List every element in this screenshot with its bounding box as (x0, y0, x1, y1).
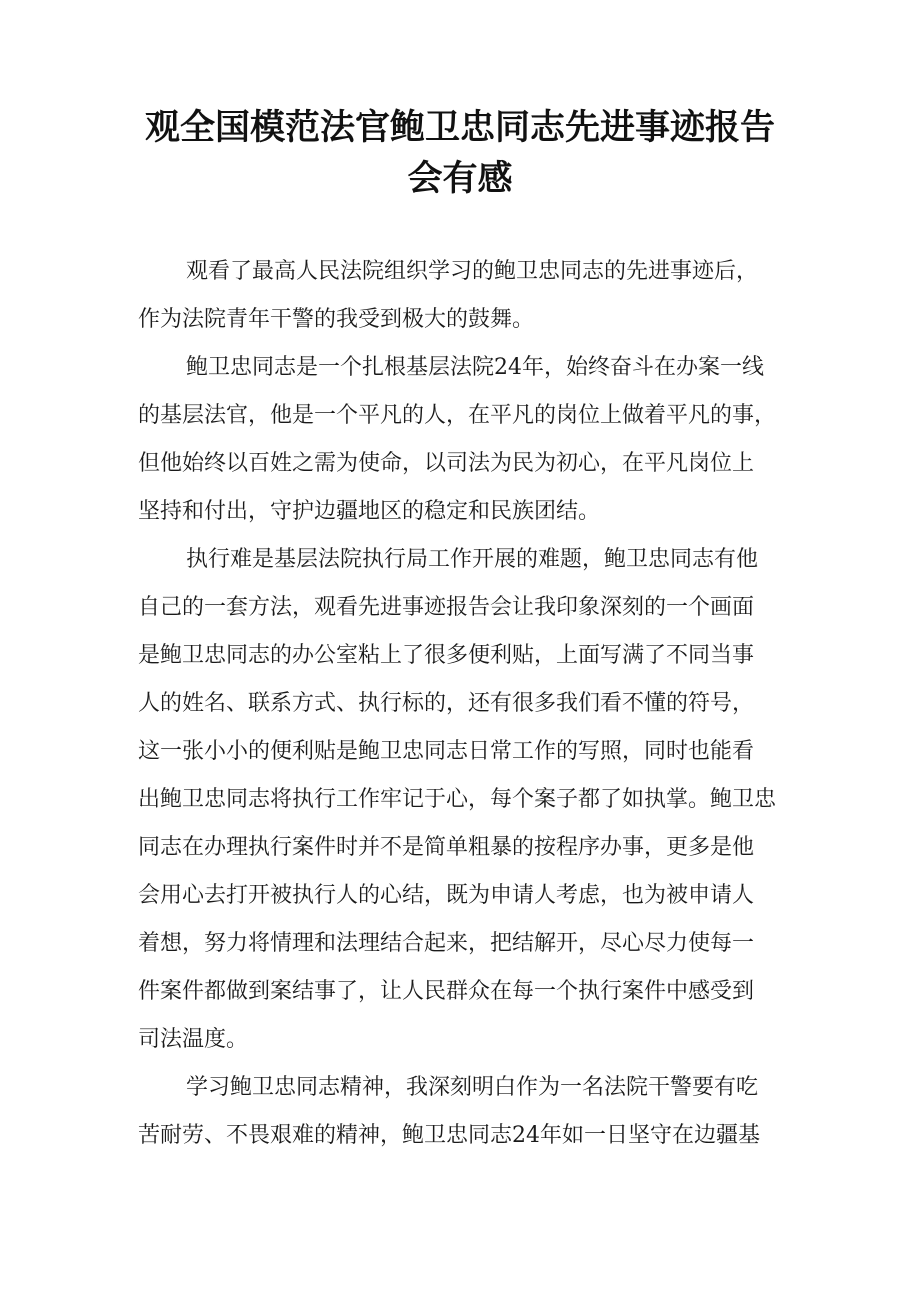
paragraph-3-line-9: 着想，努力将情理和法理结合起来，把结解开，尽心尽力使每一 (138, 931, 755, 956)
paragraph-4-line-2: 苦耐劳、不畏艰难的精神，鲍卫忠同志24年如一日坚守在边疆基 (138, 1123, 760, 1148)
paragraph-1-line-1: 观看了最高人民法院组织学习的鲍卫忠同志的先进事迹后， (186, 259, 759, 284)
paragraph-2-line-1: 鲍卫忠同志是一个扎根基层法院24年，始终奋斗在办案一线 (186, 355, 764, 380)
paragraph-3-line-11: 司法温度。 (138, 1027, 249, 1052)
paragraph-4-line-1: 学习鲍卫忠同志精神，我深刻明白作为一名法院干警要有吃 (186, 1075, 759, 1100)
paragraph-3-line-5: 这一张小小的便利贴是鲍卫忠同志日常工作的写照，同时也能看 (138, 739, 755, 764)
paragraph-3-line-4: 人的姓名、联系方式、执行标的，还有很多我们看不懂的符号， (138, 691, 755, 716)
paragraph-3-line-1: 执行难是基层法院执行局工作开展的难题，鲍卫忠同志有他 (186, 547, 759, 572)
paragraph-3-line-3: 是鲍卫忠同志的办公室粘上了很多便利贴，上面写满了不同当事 (138, 643, 755, 668)
paragraph-3-line-8: 会用心去打开被执行人的心结，既为申请人考虑，也为被申请人 (138, 883, 755, 908)
paragraph-3-line-7: 同志在办理执行案件时并不是简单粗暴的按程序办事，更多是他 (138, 835, 755, 860)
paragraph-2-line-4: 坚持和付出，守护边疆地区的稳定和民族团结。 (138, 499, 601, 524)
paragraph-3-line-2: 自己的一套方法，观看先进事迹报告会让我印象深刻的一个画面 (138, 595, 755, 620)
paragraph-2-line-2: 的基层法官，他是一个平凡的人，在平凡的岗位上做着平凡的事， (138, 403, 777, 428)
document-title-line-1: 观全国模范法官鲍卫忠同志先进事迹报告 (144, 108, 775, 148)
paragraph-1-line-2: 作为法院青年干警的我受到极大的鼓舞。 (138, 307, 535, 332)
document-title-line-2: 会有感 (407, 159, 513, 199)
paragraph-2-line-3: 但他始终以百姓之需为使命，以司法为民为初心，在平凡岗位上 (138, 451, 755, 476)
paragraph-3-line-10: 件案件都做到案结事了，让人民群众在每一个执行案件中感受到 (138, 979, 755, 1004)
paragraph-3-line-6: 出鲍卫忠同志将执行工作牢记于心，每个案子都了如执掌。鲍卫忠 (138, 787, 777, 812)
